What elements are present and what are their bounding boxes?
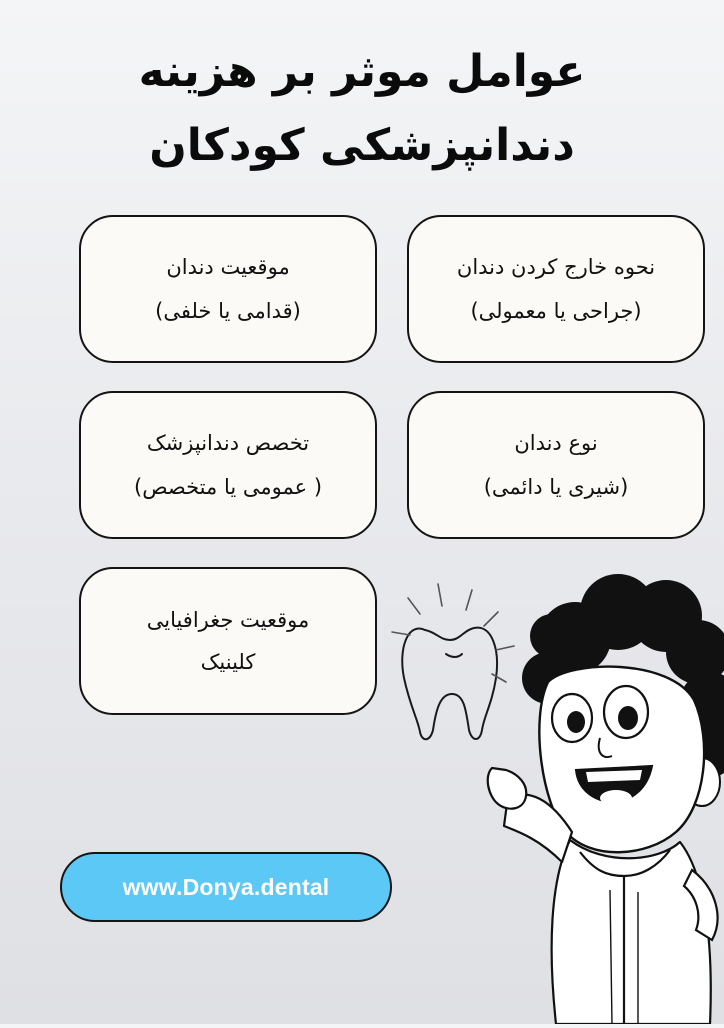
tooth-icon: [402, 628, 497, 740]
card-clinic-location: [79, 567, 377, 715]
page-title-line-1: عوامل موثر بر هزینه: [138, 46, 586, 97]
card-dentist-specialty-detail: ( عمومی یا متخصص): [134, 475, 323, 499]
card-extraction-method-title: نحوه خارج کردن دندان: [456, 255, 656, 279]
card-tooth-position-title: موقعیت دندان: [166, 255, 290, 279]
card-tooth-type-detail: (شیری یا دائمی): [483, 475, 629, 499]
card-clinic-location-detail: کلینیک: [200, 650, 256, 674]
card-tooth-type-title: نوع دندان: [514, 431, 598, 455]
website-link-button[interactable]: [60, 852, 392, 922]
card-tooth-type: [407, 391, 705, 539]
website-link-label: www.Donya.dental: [122, 873, 330, 900]
kid-dentist-illustration: [380, 570, 724, 1024]
card-extraction-method: [407, 215, 705, 363]
card-tooth-position: [79, 215, 377, 363]
card-dentist-specialty: [79, 391, 377, 539]
page-title-line-2: دندانپزشکی کودکان: [149, 120, 575, 171]
card-extraction-method-detail: (جراحی یا معمولی): [470, 299, 642, 323]
coat: [552, 840, 711, 1024]
card-clinic-location-title: موقعیت جغرافیایی: [146, 608, 310, 632]
card-dentist-specialty-title: تخصص دندانپزشک: [146, 431, 310, 455]
card-tooth-position-detail: (قدامی یا خلفی): [155, 299, 301, 323]
